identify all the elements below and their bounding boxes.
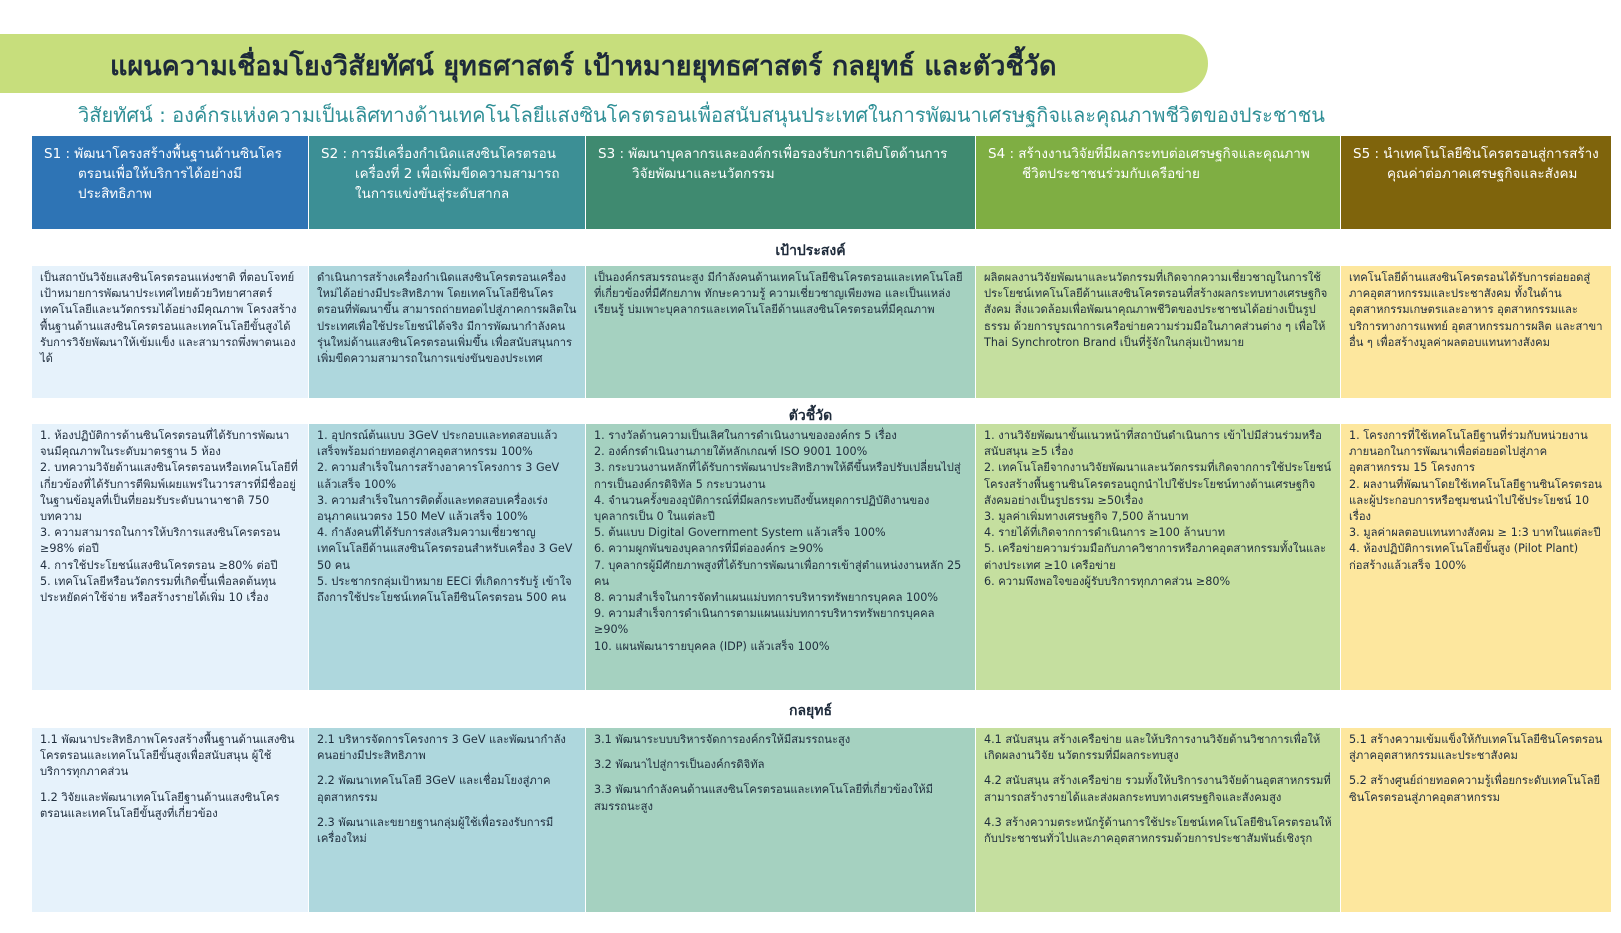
kpi-item: 5. ประชากรกลุ่มเป้าหมาย EECi ที่เกิดการรับรู้ เข้าใจถึงการใช้ประโยชน์เทคโนโลยีซินโครตรอน 500 คน [317,574,572,605]
strategy-item: 3.2 พัฒนาไปสู่การเป็นองค์กรดิจิทัล [594,758,765,772]
strategy-header-s4 [976,136,1340,229]
strategy-header-text: S3 : พัฒนาบุคลากรและองค์กรเพื่อรองรับการเติบโตด้านการวิจัยพัฒนาและนวัตกรรม [598,146,948,182]
strategy-cell-s5 [1341,728,1611,912]
strategy-item: 2.1 บริหารจัดการโครงการ 3 GeV และพัฒนากำลังคนอย่างมีประสิทธิภาพ [317,733,566,763]
kpi-cell-s1 [32,424,308,690]
kpi-item: 5. เครือข่ายความร่วมมือกับภาควิชาการหรือภาคอุตสาหกรรมทั้งในและต่างประเทศ ≥10 เครือข่าย [984,542,1327,572]
kpi-item: 3. ความสำเร็จในการติดตั้งและทดสอบเครื่องเร่งอนุภาคแนวตรง 150 MeV แล้วเสร็จ 100% [317,493,548,524]
goal-cell-s5: เทคโนโลยีด้านแสงซินโครตรอนได้รับการต่อยอดสู่ภาคอุตสาหกรรมและประชาสังคม ทั้งในด้านอุตสาหกรรมเกษตรและอาหาร อุตสาหกรรมและบริการทางการแพทย์ อุตสาหกรรมการผลิต และสาขาอื่น ๆ เพื่อสร้างมูลค่าผลตอบแทนทางสังคม [1341,266,1611,398]
kpi-item: 2. ผลงานที่พัฒนาโดยใช้เทคโนโลยีฐานซินโครตรอนและผู้ประกอบการหรือชุมชนนำไปใช้ประโยชน์ 10 เรื่อง [1349,477,1602,524]
kpi-item: 4. รายได้ที่เกิดจากการดำเนินการ ≥100 ล้านบาท [984,526,1225,540]
section-label-strategy: กลยุทธ์ [788,703,833,719]
strategy-cell-s1 [32,728,308,912]
kpi-item: 2. องค์กรดำเนินงานภายใต้หลักเกณฑ์ ISO 9001 100% [594,445,868,459]
section-label-goals: เป้าประสงค์ [775,243,846,259]
kpi-item: 1. โครงการที่ใช้เทคโนโลยีฐานที่ร่วมกับหน่วยงานภายนอกในการพัฒนาเพื่อต่อยอดไปสู่ภาคอุตสาหกรรม 15 โครงการ [1349,429,1588,475]
strategy-header-text: S2 : การมีเครื่องกำเนิดแสงซินโครตรอนเครื่องที่ 2 เพื่อเพิ่มขีดความสามารถในการแข่งขันสู่ระดับสากล [321,146,560,202]
kpi-item: 9. ความสำเร็จการดำเนินการตามแผนแม่บทการบริหารทรัพยากรบุคคล ≥90% [594,607,935,637]
strategy-cell-s4 [976,728,1340,912]
strategy-cell-s2 [309,728,585,912]
strategy-header-text: S4 : สร้างงานวิจัยที่มีผลกระทบต่อเศรษฐกิจและคุณภาพชีวิตประชาชนร่วมกับเครือข่าย [988,146,1310,182]
kpi-item: 4. จำนวนครั้งของอุบัติการณ์ที่มีผลกระทบถึงขั้นหยุดการปฏิบัติงานของบุคลากรเป็น 0 ในแต่ละปี [594,493,930,524]
strategy-item: 1.2 วิจัยและพัฒนาเทคโนโลยีฐานด้านแสงซินโครตรอนและเทคโนโลยีขั้นสูงที่เกี่ยวข้อง [40,790,280,820]
strategy-item: 3.3 พัฒนากำลังคนด้านแสงซินโครตรอนและเทคโนโลยีที่เกี่ยวข้องให้มีสมรรถนะสูง [594,783,934,813]
goal-cell-s4: ผลิตผลงานวิจัยพัฒนาและนวัตกรรมที่เกิดจากความเชี่ยวชาญในการใช้ประโยชน์เทคโนโลยีด้านแสงซินโครตรอนที่สร้างผลกระทบทางเศรษฐกิจ สังคม สิ่งแวดล้อมเพื่อพัฒนาคุณภาพชีวิตของประชาชนได้อย่างเป็นรูปธรรม ด้วยการบูรณาการเครือข่ายความร่วมมือในภาคส่วนต่าง ๆ เพื่อให้ Thai Synchrotron Brand เป็นที่รู้จักในกลุ่มเป้าหมาย [976,266,1340,398]
kpi-item: 7. บุคลากรผู้มีศักยภาพสูงที่ได้รับการพัฒนาเพื่อการเข้าสู่ตำแหน่งงานหลัก 25 คน [594,558,962,588]
kpi-item: 1. อุปกรณ์ต้นแบบ 3GeV ประกอบและทดสอบแล้วเสร็จพร้อมถ่ายทอดสู่ภาคอุตสาหกรรม 100% [317,429,558,459]
goal-cell-s1: เป็นสถาบันวิจัยแสงซินโครตรอนแห่งชาติ ที่ตอบโจทย์เป้าหมายการพัฒนาประเทศไทยด้วยวิทยาศาสตร์เทคโนโลยีและนวัตกรรมได้อย่างมีคุณภาพ โครงสร้างพื้นฐานด้านแสงซินโครตรอนและเทคโนโลยีขั้นสูงได้รับการวิจัยพัฒนาให้เข้มแข็ง และสามารถพึ่งพาตนเองได้ [32,266,308,398]
strategy-item: 3.1 พัฒนาระบบบริหารจัดการองค์กรให้มีสมรรถนะสูง [594,733,851,746]
kpi-item: 3. มูลค่าเพิ่มทางเศรษฐกิจ 7,500 ล้านบาท [984,510,1189,524]
kpi-item: 3. มูลค่าผลตอบแทนทางสังคม ≥ 1:3 บาทในแต่ละปี [1349,526,1601,540]
strategy-item: 2.2 พัฒนาเทคโนโลยี 3GeV และเชื่อมโยงสู่ภาคอุตสาหกรรม [317,774,551,804]
vision-statement: วิสัยทัศน์ : องค์กรแห่งความเป็นเลิศทางด้านเทคโนโลยีแสงซินโครตรอนเพื่อสนับสนุนประเทศในการพัฒนาเศรษฐกิจและคุณภาพชีวิตของประชาชน [78,103,1325,127]
kpi-cell-s3 [586,424,975,690]
strategy-item: 4.2 สนับสนุน สร้างเครือข่าย รวมทั้งให้บริการงานวิจัยด้านอุตสาหกรรมที่สามารถสร้างรายได้และส่งผลกระทบทางเศรษฐกิจและสังคมสูง [984,774,1331,804]
kpi-cell-s4 [976,424,1340,690]
kpi-item: 6. ความพึงพอใจของผู้รับบริการทุกภาคส่วน ≥80% [984,574,1231,588]
strategy-item: 4.3 สร้างความตระหนักรู้ด้านการใช้ประโยชน์เทคโนโลยีซินโครตรอนให้กับประชาชนทั่วไปและภาคอุตสาหกรรมด้วยการประชาสัมพันธ์เชิงรุก [984,815,1332,846]
strategy-header-text: S1 : พัฒนาโครงสร้างพื้นฐานด้านซินโครตรอนเพื่อให้บริการได้อย่างมีประสิทธิภาพ [44,146,282,202]
strategy-header-text: S5 : นำเทคโนโลยีซินโครตรอนสู่การสร้างคุณค่าต่อภาคเศรษฐกิจและสังคม [1353,146,1599,182]
strategy-header-s2 [309,136,585,229]
kpi-item: 3. กระบวนงานหลักที่ได้รับการพัฒนาประสิทธิภาพให้ดีขึ้นหรือปรับเปลี่ยนไปสู่การเป็นองค์กรดิจิทัล 5 กระบวนงาน [594,461,961,491]
kpi-item: 2. ความสำเร็จในการสร้างอาคารโครงการ 3 GeV แล้วเสร็จ 100% [317,461,560,491]
kpi-item: 1. รางวัลด้านความเป็นเลิศในการดำเนินงานขององค์กร 5 เรื่อง [594,429,897,442]
kpi-item: 6. ความผูกพันของบุคลากรที่มีต่อองค์กร ≥90% [594,542,824,556]
kpi-item: 2. เทคโนโลยีจากงานวิจัยพัฒนาและนวัตกรรมที่เกิดจากการใช้ประโยชน์โครงสร้างพื้นฐานซินโครตรอนถูกนำไปใช้ประโยชน์ทางด้านเศรษฐกิจสังคมอย่างเป็นรูปธรรม ≥50เรื่อง [984,461,1332,507]
goal-cell-s3: เป็นองค์กรสมรรถนะสูง มีกำลังคนด้านเทคโนโลยีซินโครตรอนและเทคโนโลยีที่เกี่ยวข้องที่มีศักยภาพ ทักษะความรู้ ความเชี่ยวชาญเพียงพอ และเป็นแหล่งเรียนรู้ บ่มเพาะบุคลากรและเทคโนโลยีด้านแสงซินโครตรอนที่มีคุณภาพ [586,266,975,398]
page-title: แผนความเชื่อมโยงวิสัยทัศน์ ยุทธศาสตร์ เป้าหมายยุทธศาสตร์ กลยุทธ์ และตัวชี้วัด [110,51,1057,82]
kpi-item: 8. ความสำเร็จในการจัดทำแผนแม่บทการบริหารทรัพยากรบุคคล 100% [594,591,938,605]
strategy-item: 5.1 สร้างความเข้มแข็งให้กับเทคโนโลยีซินโครตรอนสู่ภาคอุตสาหกรรมและประชาสังคม [1349,733,1603,763]
kpi-item: 3. ความสามารถในการให้บริการแสงซินโครตรอน ≥98% ต่อปี [40,526,281,556]
kpi-item: 5. ต้นแบบ Digital Government System แล้วเสร็จ 100% [594,526,886,540]
goal-cell-s2: ดำเนินการสร้างเครื่องกำเนิดแสงซินโครตรอนเครื่องใหม่ได้อย่างมีประสิทธิภาพ โดยเทคโนโลยีซินโครตรอนที่พัฒนาขึ้น สามารถถ่ายทอดไปสู่ภาคการผลิตในประเทศเพื่อใช้ประโยชน์ได้จริง มีการพัฒนากำลังคนรุ่นใหม่ด้านแสงซินโครตรอนเพิ่มขึ้น เพื่อสนับสนุนการเพิ่มขีดความสามารถในการแข่งขันของประเทศ [309,266,585,398]
kpi-item: 10. แผนพัฒนารายบุคคล (IDP) แล้วเสร็จ 100% [594,639,830,653]
kpi-item: 1. ห้องปฏิบัติการด้านซินโครตรอนที่ได้รับการพัฒนาจนมีคุณภาพในระดับมาตรฐาน 5 ห้อง [40,429,290,459]
section-label-kpi: ตัวชี้วัด [788,408,833,424]
strategy-item: 5.2 สร้างศูนย์ถ่ายทอดความรู้เพื่อยกระดับเทคโนโลยีซินโครตรอนสู่ภาคอุตสาหกรรม [1349,774,1601,804]
kpi-item: 1. งานวิจัยพัฒนาขั้นแนวหน้าที่สถาบันดำเนินการ เข้าไปมีส่วนร่วมหรือสนับสนุน ≥5 เรื่อง [984,429,1322,459]
kpi-cell-s5 [1341,424,1611,690]
kpi-item: 4. การใช้ประโยชน์แสงซินโครตรอน ≥80% ต่อปี [40,558,278,572]
kpi-cell-s2 [309,424,585,690]
strategy-header-s3 [586,136,975,229]
strategy-header-s1 [32,136,308,229]
kpi-item: 4. กำลังคนที่ได้รับการส่งเสริมความเชี่ยวชาญเทคโนโลยีด้านแสงซินโครตรอนสำหรับเครื่อง 3 GeV 50 คน [317,526,573,572]
strategy-item: 1.1 พัฒนาประสิทธิภาพโครงสร้างพื้นฐานด้านแสงซินโครตรอนและเทคโนโลยีขั้นสูงเพื่อสนับสนุน ผู้ใช้บริการทุกภาคส่วน [40,733,295,779]
kpi-item: 2. บทความวิจัยด้านแสงซินโครตรอนหรือเทคโนโลยีที่เกี่ยวข้องที่ได้รับการตีพิมพ์เผยแพร่ในวารสารที่มีชื่ออยู่ในฐานข้อมูลที่เป็นที่ยอมรับระดับนานาชาติ 750 บทความ [40,461,298,524]
strategy-cell-s3 [586,728,975,912]
strategy-item: 4.1 สนับสนุน สร้างเครือข่าย และให้บริการงานวิจัยด้านวิชาการเพื่อให้เกิดผลงานวิจัย นวัตกรรมที่มีผลกระทบสูง [984,733,1321,763]
kpi-item: 5. เทคโนโลยีหรือนวัตกรรมที่เกิดขึ้นเพื่อลดต้นทุน ประหยัดค่าใช้จ่าย หรือสร้างรายได้เพิ่ม 10 เรื่อง [40,574,276,605]
strategy-header-s5 [1341,136,1611,229]
strategy-item: 2.3 พัฒนาและขยายฐานกลุ่มผู้ใช้เพื่อรองรับการมีเครื่องใหม่ [317,815,554,846]
kpi-item: 4. ห้องปฏิบัติการเทคโนโลยีขั้นสูง (Pilot Plant) ก่อสร้างแล้วเสร็จ 100% [1349,542,1579,572]
